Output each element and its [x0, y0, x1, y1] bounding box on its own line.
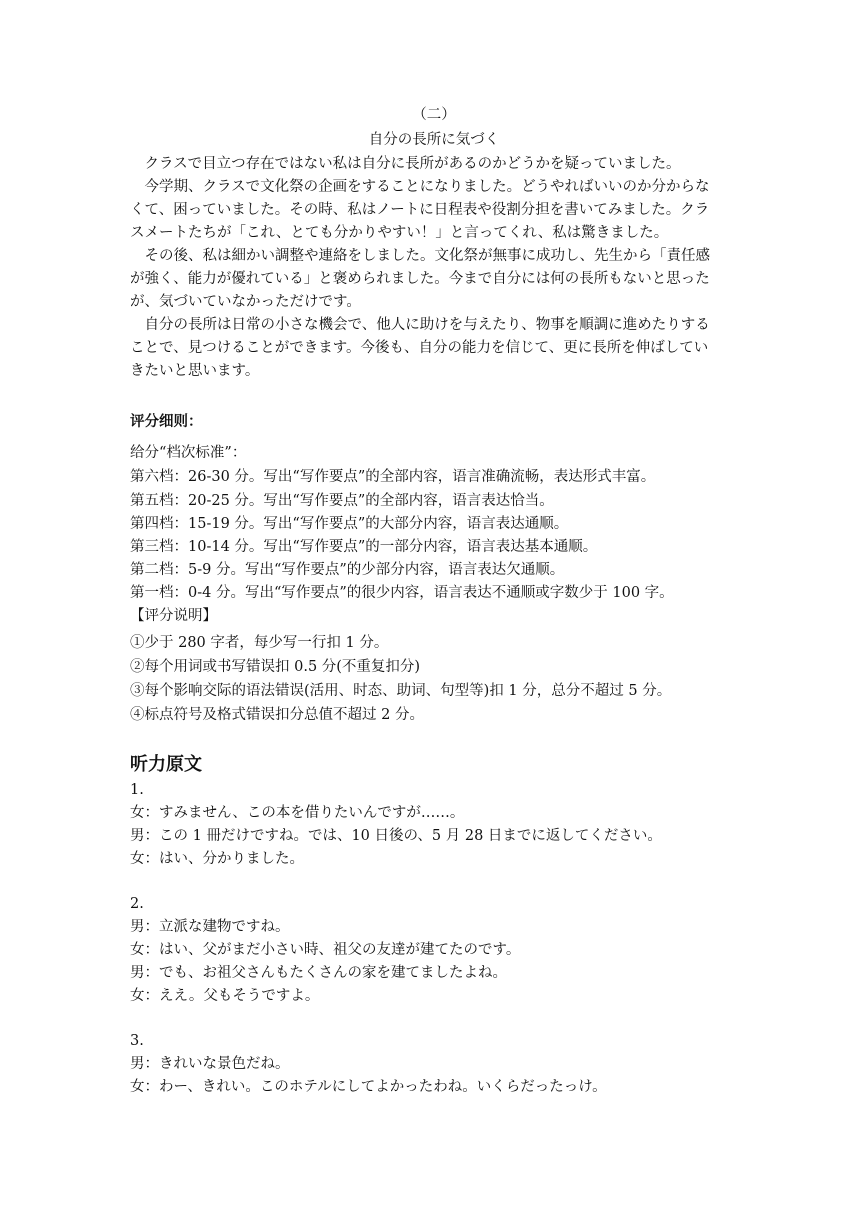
essay-line: が強く、能力が優れている」と褒められました。今まで自分には何の長所もないと思った — [130, 271, 710, 287]
scoring-tier: 第五档：20-25 分。写出“写作要点”的全部内容，语言表达恰当。 — [130, 493, 554, 509]
essay-line: きたいと思います。 — [130, 363, 260, 379]
scoring-tier: 第一档：0-4 分。写出“写作要点”的很少内容，语言表达不通顺或字数少于 100 字。 — [130, 585, 674, 601]
dialogue-line: 男：でも、お祖父さんもたくさんの家を建てましたよね。 — [130, 965, 507, 981]
listening-item-number: 3. — [130, 1033, 144, 1049]
dialogue-line: 女：ええ。父もそうですよ。 — [130, 988, 320, 1004]
scoring-note: ④标点符号及格式错误扣分总值不超过 2 分。 — [130, 707, 424, 723]
scoring-note: ①少于 280 字者，每少写一行扣 1 分。 — [130, 635, 389, 651]
dialogue-line: 男：きれいな景色だね。 — [130, 1056, 290, 1072]
dialogue-line: 男：立派な建物ですね。 — [130, 919, 290, 935]
dialogue-line: 男：この 1 冊だけですね。では、10 日後の、5 月 28 日までに返してください。 — [130, 828, 662, 844]
essay-line: その後、私は細かい調整や連絡をしました。文化祭が無事に成功し、先生から「責任感 — [130, 248, 710, 264]
dialogue-line: 女：はい、分かりました。 — [130, 851, 304, 867]
essay-line: が、気づいていなかっただけです。 — [130, 294, 361, 310]
essay-line: 自分の長所は日常の小さな機会で、他人に助けを与えたり、物事を順調に進めたりする — [130, 317, 710, 333]
scoring-note: ③每个影响交际的语法错误(活用、时态、助词、句型等)扣 1 分，总分不超过 5 分。 — [130, 683, 672, 699]
essay-line: 今学期、クラスで文化祭の企画をすることになりました。どうやればいいのか分からな — [130, 179, 710, 195]
scoring-intro: 给分“档次标准”： — [130, 445, 247, 461]
scoring-tier: 第四档：15-19 分。写出“写作要点”的大部分内容，语言表达通顺。 — [130, 516, 569, 532]
essay-line: くて、困っていました。その時、私はノートに日程表や役割分担を書いてみました。クラ — [130, 202, 710, 218]
essay-line: クラスで目立つ存在ではない私は自分に長所があるのかどうかを疑っていました。 — [130, 156, 681, 172]
listening-item-number: 1. — [130, 782, 144, 798]
listening-item-number: 2. — [130, 896, 144, 912]
essay-line: スメートたちが「これ、とても分かりやすい！」と言ってくれ、私は驚きました。 — [130, 225, 669, 241]
essay-title: 自分の長所に気づく — [368, 132, 500, 148]
dialogue-line: 女：わー、きれい。このホテルにしてよかったわね。いくらだったっけ。 — [130, 1079, 607, 1095]
dialogue-line: 女：すみません、この本を借りたいんですが……。 — [130, 805, 465, 821]
scoring-note: ②每个用词或书写错误扣 0.5 分(不重复扣分) — [130, 659, 421, 675]
dialogue-line: 女：はい、父がまだ小さい時、祖父の友達が建てたのです。 — [130, 942, 521, 958]
scoring-tier: 第六档：26-30 分。写出“写作要点”的全部内容，语言准确流畅，表达形式丰富。 — [130, 469, 656, 485]
essay-line: ことで、見つけることができます。今後も、自分の能力を信じて、更に長所を伸ばしてい — [130, 340, 709, 356]
scoring-tier: 第二档：5-9 分。写出“写作要点”的少部分内容，语言表达欠通顺。 — [130, 562, 565, 578]
listening-heading: 听力原文 — [130, 754, 202, 775]
section-marker: （二） — [412, 107, 456, 123]
scoring-notes-heading: 【评分说明】 — [130, 608, 217, 624]
scoring-heading: 评分细则： — [130, 414, 203, 430]
scoring-tier: 第三档：10-14 分。写出“写作要点”的一部分内容，语言表达基本通顺。 — [130, 539, 598, 555]
